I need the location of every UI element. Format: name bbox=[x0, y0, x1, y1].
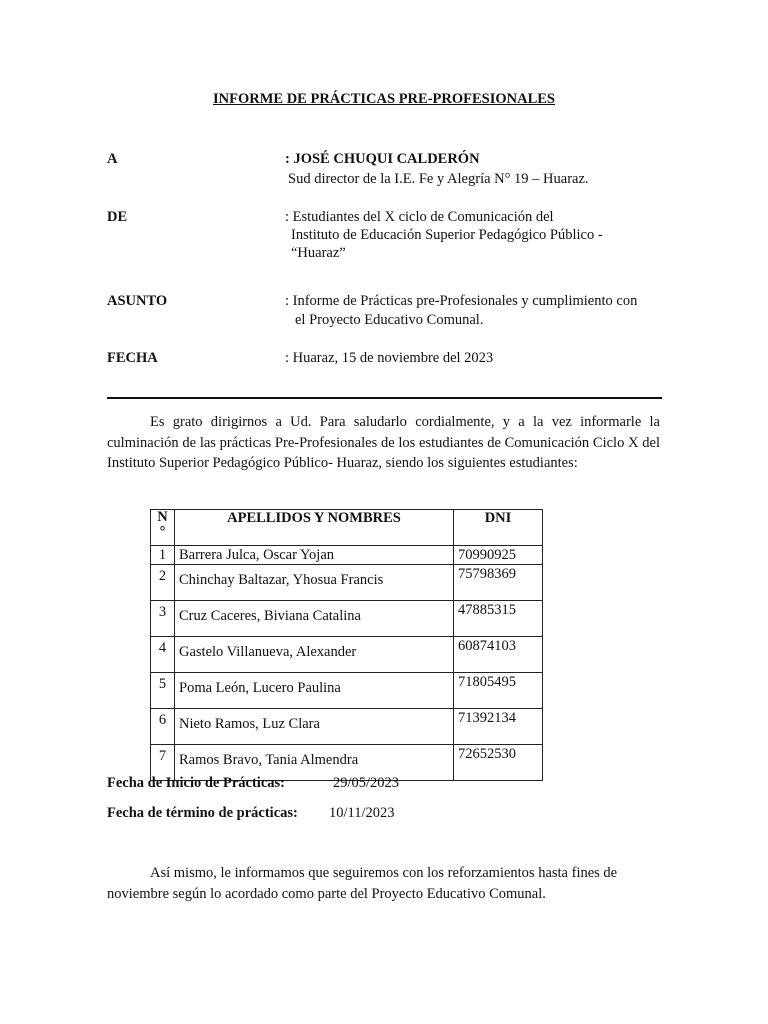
to-role: Sud director de la I.E. Fe y Alegría N° 19 – Huaraz. bbox=[288, 171, 589, 187]
col-number-n: N bbox=[157, 509, 168, 525]
row-number: 2 bbox=[151, 565, 175, 601]
row-dni: 47885315 bbox=[454, 601, 543, 637]
table-row bbox=[151, 709, 543, 745]
date-value: : Huaraz, 15 de noviembre del 2023 bbox=[285, 350, 494, 366]
to-name: : JOSÉ CHUQUI CALDERÓN bbox=[285, 151, 480, 167]
row-number: 6 bbox=[151, 709, 175, 745]
row-dni: 71392134 bbox=[454, 709, 543, 745]
table-row bbox=[151, 565, 543, 601]
start-date-value: 29/05/2023 bbox=[333, 775, 400, 791]
end-date-value: 10/11/2023 bbox=[329, 805, 395, 821]
row-dni: 75798369 bbox=[454, 565, 543, 601]
table-row bbox=[151, 601, 543, 637]
col-number-degree: ° bbox=[159, 524, 166, 540]
intro-text: Es grato dirigirnos a Ud. Para saludarlo cordialmente, y a la vez informarle la culminación de las prácticas Pre-Profesionales de los estudiantes de Comunicación Ciclo X del Instituto Superior Pedagógico Público- Huaraz, siendo los siguientes estudiantes: bbox=[107, 414, 660, 471]
row-name: Nieto Ramos, Luz Clara bbox=[175, 709, 454, 745]
row-number: 4 bbox=[151, 637, 175, 673]
subject-line-2: el Proyecto Educativo Comunal. bbox=[295, 312, 484, 328]
row-name: Barrera Julca, Oscar Yojan bbox=[175, 546, 454, 565]
start-date-label: Fecha de Inicio de Prácticas: bbox=[107, 775, 285, 791]
header-divider bbox=[107, 397, 662, 399]
table-row bbox=[151, 637, 543, 673]
from-line-2: Instituto de Educación Superior Pedagógico Público - bbox=[291, 227, 603, 243]
row-name: Cruz Caceres, Biviana Catalina bbox=[175, 601, 454, 637]
row-dni: 71805495 bbox=[454, 673, 543, 709]
table-header-row bbox=[151, 510, 543, 546]
row-number: 5 bbox=[151, 673, 175, 709]
row-number: 7 bbox=[151, 745, 175, 781]
closing-text: Así mismo, le informamos que seguiremos con los reforzamientos hasta fines de noviembre según lo acordado como parte del Proyecto Educativo Comunal. bbox=[107, 865, 618, 902]
end-date-label: Fecha de término de prácticas: bbox=[107, 805, 298, 821]
row-number: 3 bbox=[151, 601, 175, 637]
students-table bbox=[150, 509, 543, 781]
date-label: FECHA bbox=[107, 350, 158, 366]
to-label: A bbox=[107, 151, 118, 167]
col-dni-header: DNI bbox=[454, 510, 543, 546]
subject-line-1: : Informe de Prácticas pre-Profesionales y cumplimiento con bbox=[285, 293, 638, 309]
col-number-header bbox=[151, 510, 175, 546]
table-row bbox=[151, 673, 543, 709]
closing-paragraph bbox=[107, 863, 660, 904]
from-label: DE bbox=[107, 209, 128, 225]
row-name: Chinchay Baltazar, Yhosua Francis bbox=[175, 565, 454, 601]
row-number: 1 bbox=[151, 546, 175, 565]
from-line-3: “Huaraz” bbox=[291, 245, 346, 261]
row-name: Ramos Bravo, Tania Almendra bbox=[175, 745, 454, 781]
from-line-1: : Estudiantes del X ciclo de Comunicación del bbox=[285, 209, 554, 225]
row-dni: 72652530 bbox=[454, 745, 543, 781]
row-dni: 70990925 bbox=[454, 546, 543, 565]
col-name-header: APELLIDOS Y NOMBRES bbox=[175, 510, 454, 546]
table-row bbox=[151, 546, 543, 565]
intro-paragraph bbox=[107, 412, 660, 474]
row-name: Poma León, Lucero Paulina bbox=[175, 673, 454, 709]
subject-label: ASUNTO bbox=[107, 293, 168, 309]
row-dni: 60874103 bbox=[454, 637, 543, 673]
document-title: INFORME DE PRÁCTICAS PRE-PROFESIONALES bbox=[213, 91, 555, 107]
row-name: Gastelo Villanueva, Alexander bbox=[175, 637, 454, 673]
